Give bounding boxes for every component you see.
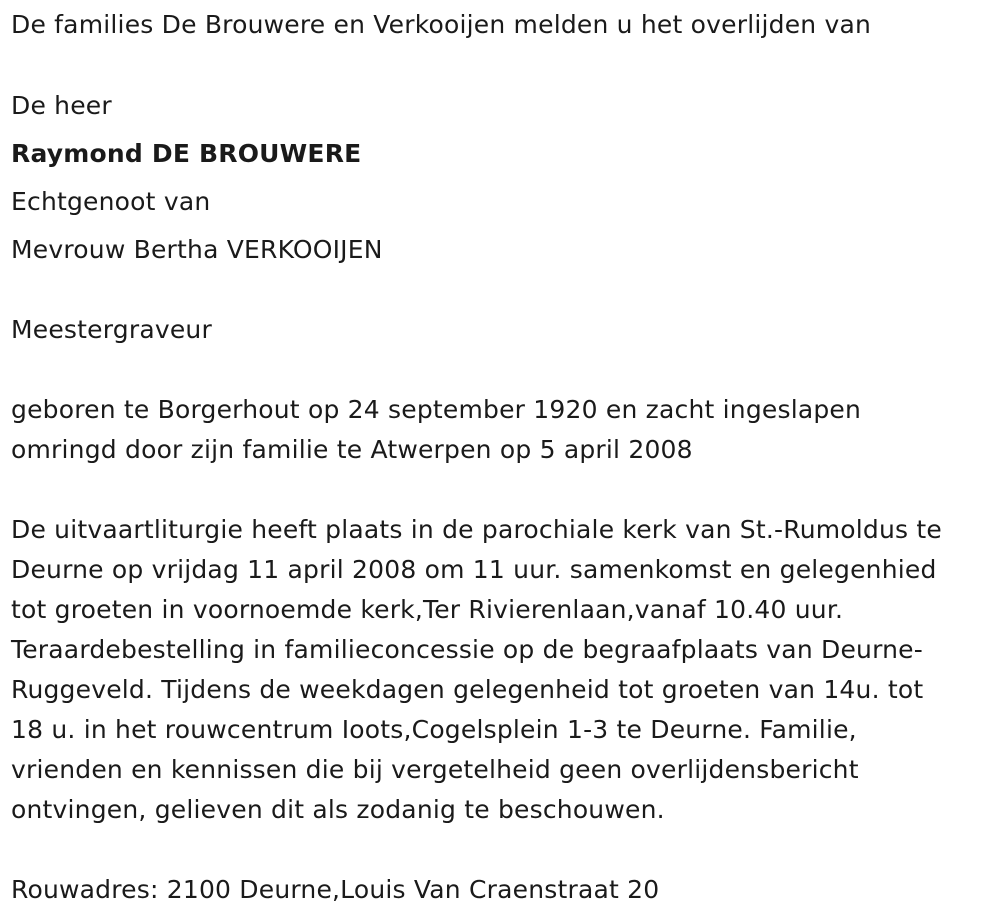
honorific-title: De heer	[11, 91, 112, 120]
funeral-line: ontvingen, gelieven dit als zodanig te beschouwen.	[11, 795, 665, 824]
deceased-name: Raymond DE BROUWERE	[11, 139, 362, 168]
spouse-name: Mevrouw Bertha VERKOOIJEN	[11, 235, 383, 264]
funeral-line: vrienden en kennissen die bij vergetelheid geen overlijdensbericht	[11, 755, 859, 784]
funeral-line: 18 u. in het rouwcentrum Ioots,Cogelsplein 1-3 te Deurne. Familie,	[11, 715, 857, 744]
funeral-line: tot groeten in voornoemde kerk,Ter Rivierenlaan,vanaf 10.40 uur.	[11, 595, 844, 624]
profession-text: Meestergraveur	[11, 315, 212, 344]
relation-text: Echtgenoot van	[11, 187, 211, 216]
funeral-line: De uitvaartliturgie heeft plaats in de parochiale kerk van St.-Rumoldus te	[11, 515, 942, 544]
mourning-address: Rouwadres: 2100 Deurne,Louis Van Craenstraat 20	[11, 875, 660, 904]
birth-death-line: omringd door zijn familie te Atwerpen op 5 april 2008	[11, 435, 693, 464]
funeral-line: Teraardebestelling in familieconcessie op de begraafplaats van Deurne-	[11, 635, 923, 664]
intro-text: De families De Brouwere en Verkooijen melden u het overlijden van	[11, 10, 872, 39]
funeral-line: Deurne op vrijdag 11 april 2008 om 11 uur. samenkomst en gelegenhied	[11, 555, 937, 584]
birth-death-line: geboren te Borgerhout op 24 september 1920 en zacht ingeslapen	[11, 395, 862, 424]
funeral-line: Ruggeveld. Tijdens de weekdagen gelegenheid tot groeten van 14u. tot	[11, 675, 924, 704]
